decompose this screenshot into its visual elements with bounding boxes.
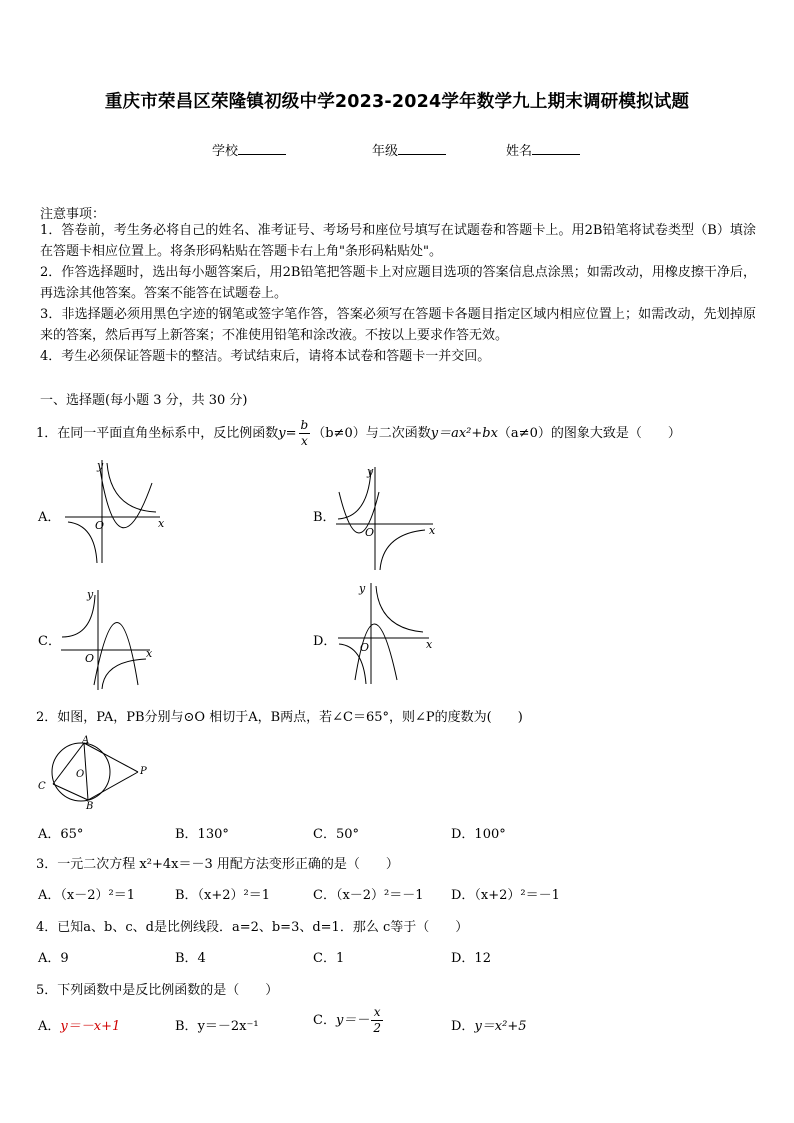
q1-graph-d[interactable] [333,578,443,690]
page-title: 重庆市荣昌区荣隆镇初级中学2023-2024学年数学九上期末调研模拟试题 [104,92,690,112]
name-blank[interactable] [532,142,580,155]
q2-option-d[interactable]: D．100° [451,827,506,842]
label-p: P [140,766,147,777]
x-axis-label: x [426,638,433,651]
q5-option-a-label: A． [38,1019,61,1034]
q1-graph-a[interactable] [60,455,175,570]
q2-figure [36,734,151,810]
label-c: C [38,781,46,792]
q5-option-d-label: D． [451,1019,475,1034]
notice-item-2: 2．作答选择题时，选出每小题答案后，用2B铅笔把答题卡上对应题目选项的答案信息点涂黑；如需改动，用橡皮擦干净后，再选涂其他答案。答案不能答在试题卷上。 [40,265,756,301]
grade-blank[interactable] [398,142,446,155]
hyperbola-branch-2 [380,530,425,570]
q2-option-c[interactable]: C．50° [313,827,359,842]
q1-option-d-label[interactable]: D． [313,634,337,649]
x-axis-label: x [429,524,436,537]
notice-item-4: 4．考生必须保证答题卡的整洁。考试结束后，请将本试卷和答题卡一并交回。 [40,349,491,364]
hyperbola-branch-1 [62,595,95,637]
y-axis-label: y [97,459,104,472]
school-blank[interactable] [238,142,286,155]
q1-quad: y＝ax²+bx [430,426,498,441]
q1-fraction [299,418,311,449]
q5-option-c-lhs: y＝－ [335,1013,370,1028]
question-2-stem: 2．如图，PA，PB分别与⊙O 相切于A，B两点，若∠C＝65°，则∠P的度数为( ) [36,710,523,725]
q2-option-a[interactable]: A．65° [38,827,84,842]
q5-c-den: 2 [373,1021,381,1035]
name-field[interactable] [506,140,580,159]
q1-option-b-label[interactable]: B． [313,510,336,525]
y-axis-label: y [367,465,374,478]
q1-eq: = [285,426,297,441]
q5-c-num: x [371,1005,383,1021]
q4-option-c[interactable]: C．1 [313,951,345,966]
q5-option-d-expr: y＝x²+5 [474,1019,527,1034]
q5-option-c[interactable] [313,1005,385,1036]
q1-cond1: （b≠0）与二次函数 [312,426,431,441]
school-field[interactable] [212,140,286,159]
q1-option-a-label[interactable]: A． [38,510,61,525]
q5-option-a[interactable] [38,1015,120,1034]
origin-label: O [95,519,105,532]
chord-ab [84,743,88,800]
hyperbola-branch-1 [376,586,423,632]
label-o: O [76,769,85,780]
label-a: A [82,735,90,746]
hyperbola-branch-2 [102,659,146,689]
q3-option-a[interactable]: A．（x－2）²＝1 [38,888,135,903]
q5-option-d[interactable] [451,1015,527,1034]
q1-option-c-label[interactable]: C． [38,634,61,649]
q2-option-b[interactable]: B．130° [175,827,229,842]
origin-label: O [360,641,370,654]
q1-prefix: 1．在同一平面直角坐标系中，反比例函数 [36,426,279,441]
tangent-pb [88,772,138,800]
q1-fraction-num: b [300,418,309,432]
x-axis-label: x [146,647,153,660]
parabola [94,623,138,686]
name-label: 姓名 [506,144,533,159]
q1-cond2: （a≠0）的图象大致是（ ） [497,426,681,441]
section-heading: 一、选择题(每小题 3 分，共 30 分) [40,393,248,408]
q1-graph-b[interactable] [333,462,443,577]
q1-fraction-den: x [301,434,308,448]
school-label: 学校 [212,144,239,159]
q5-option-b-expr: y＝－2x⁻¹ [197,1019,259,1034]
notice-item-1: 1．答卷前，考生务必将自己的姓名、准考证号、考场号和座位号填写在试题卷和答题卡上。用2B铅笔将试卷类型（B）填涂在答题卡相应位置上。将条形码粘贴在答题卡右上角"条形码粘贴处"。 [40,223,756,259]
origin-label: O [365,526,375,539]
q5-option-b-label: B． [175,1019,198,1034]
y-axis-label: y [87,588,94,601]
x-axis-label: x [158,517,165,530]
question-5-stem: 5．下列函数中是反比例函数的是（ ） [36,983,279,998]
origin-label: O [85,652,95,665]
hyperbola-branch-1 [107,463,156,512]
tangent-pa [84,743,138,772]
chord-cb [53,784,88,800]
y-axis-label: y [359,582,366,595]
q4-option-a[interactable]: A．9 [38,951,69,966]
grade-label: 年级 [372,144,399,159]
q4-option-d[interactable]: D．12 [451,951,491,966]
q5-option-c-fraction [371,1005,383,1036]
label-b: B [86,801,94,810]
q5-option-b[interactable] [175,1015,259,1034]
question-1-stem [36,418,681,449]
q1-graph-c[interactable] [58,585,168,695]
hyperbola-branch-2 [68,522,97,563]
q5-option-c-label: C． [313,1013,336,1028]
question-3-stem: 3．一元二次方程 x²+4x＝－3 用配方法变形正确的是（ ） [36,857,399,872]
notice-heading: 注意事项： [40,207,106,222]
q3-option-d[interactable]: D．（x+2）²＝－1 [451,888,560,903]
q1-y: y [278,426,286,441]
q3-option-c[interactable]: C．（x－2）²＝－1 [313,888,424,903]
notice-item-3: 3．非选择题必须用黑色字迹的钢笔或签字笔作答，答案必须写在答题卡各题目指定区域内相应位置上；如需改动，先划掉原来的答案，然后再写上新答案；不准使用铅笔和涂改液。不按以上要求作答无效。 [40,307,756,343]
grade-field[interactable] [372,140,446,159]
question-4-stem: 4．已知a、b、c、d是比例线段．a=2、b=3、d=1．那么 c等于（ ） [36,920,469,935]
q4-option-b[interactable]: B．4 [175,951,206,966]
q5-option-a-expr: y＝－x+1 [60,1019,121,1034]
parabola [100,469,152,528]
q3-option-b[interactable]: B．（x+2）²＝1 [175,888,271,903]
